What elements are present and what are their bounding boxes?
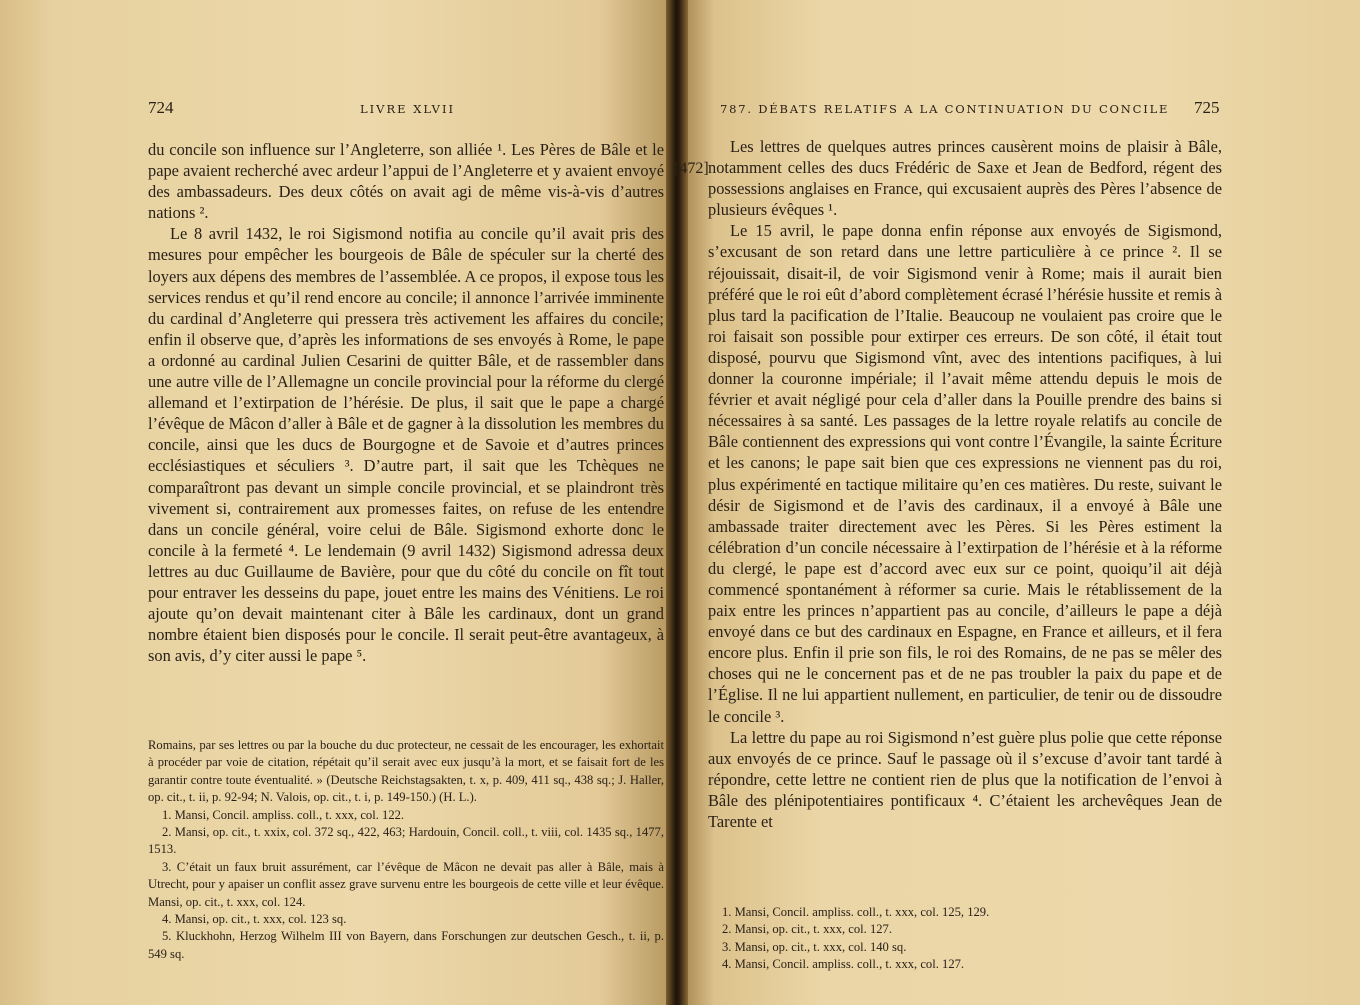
left-footnote-1: 1. Mansi, Concil. ampliss. coll., t. xxx, col. 122.	[162, 807, 405, 822]
right-footnotes	[708, 904, 1222, 974]
right-footnote-4: 4. Mansi, Concil. ampliss. coll., t. xxx, col. 127.	[722, 957, 965, 972]
left-paragraph-2: Le 8 avril 1432, le roi Sigismond notifia au concile qu’il avait pris des mesures pour empêcher les bourgeois de Bâle de spéculer sur la cherté des loyers aux dépens des membres de l’assemblée. A ce propos, il expose tous les services rendus et qu’il rend encore au concile; il annonce l’arrivée imminente du cardinal d’Angleterre qui pressera très activement les affaires du concile; enfin il observe que, d’après les informations de ses envoyés à Rome, le pape a ordonné au cardinal Julien Cesarini de quitter Bâle, et de rassembler dans une autre ville de l’Allemagne un concile provincial pour la réforme du clergé allemand et l’extirpation de l’hérésie. De plus, il sait que le pape a chargé l’évêque de Mâcon d’aller à Bâle et de gagner à la dissolution les membres du concile, ainsi que les ducs de Bourgogne et de Savoie et d’autres princes ecclésiastiques et séculiers ³. D’autre part, il sait que les Tchèques ne comparaîtront pas devant un simple concile provincial, et se plaindront très vivement si, contrairement aux promesses faites, on refuse de les entendre dans un concile général, voire celui de Bâle. Sigismond exhorte donc le concile à la fermeté ⁴. Le lendemain (9 avril 1432) Sigismond adressa deux lettres au duc Guillaume de Bavière, pour que du côté du concile on fît tout pour entraver les desseins du pape, jouet entre les mains des Vénitiens. Le roi ajoute qu’on devait maintenant citer à Bâle les cardinaux, dont un grand nombre étaient bien disposés pour le concile. Il serait peut-être avantageux, à son avis, d’y citer aussi le pape ⁵.	[148, 224, 664, 666]
right-footnote-3: 3. Mansi, op. cit., t. xxx, col. 140 sq.	[722, 939, 907, 954]
margin-reference: [472]	[674, 160, 709, 177]
right-paragraph-1: Les lettres de quelques autres princes causèrent moins de plaisir à Bâle, notamment celles des ducs Frédéric de Saxe et Jean de Bedford, régent des possessions anglaises en France, qui excusaient auprès des Pères l’absence de plusieurs évêques ¹.	[708, 137, 1222, 220]
left-footnote-4: 4. Mansi, op. cit., t. xxx, col. 123 sq.	[162, 912, 347, 927]
right-body-text	[708, 136, 1222, 832]
right-page	[674, 0, 1360, 1005]
left-footnote-3: 3. C’était un faux bruit assurément, car l’évêque de Mâcon ne devait pas aller à Bâle, mais à Utrecht, pour y apaiser un conflit assez grave survenu entre les bourgeois de cette ville et leur évêque. Mansi, op. cit., t. xxx, col. 124.	[148, 859, 664, 909]
right-footnote-1: 1. Mansi, Concil. ampliss. coll., t. xxx, col. 125, 129.	[722, 905, 990, 919]
left-footnote-5: 5. Kluckhohn, Herzog Wilhelm III von Bayern, dans Forschungen zur deutschen Gesch., t. ii, p. 549 sq.	[148, 929, 664, 961]
book-gutter	[666, 0, 688, 1005]
left-body-text	[148, 139, 664, 666]
left-footnotes	[148, 737, 664, 963]
left-paragraph-1: du concile son influence sur l’Angleterre, son alliée ¹. Les Pères de Bâle et le pape avaient recherché avec ardeur l’appui de l’Angleterre et y avaient envoyé des ambassadeurs. Des deux côtés on avait agi de même vis-à-vis d’autres nations ².	[148, 140, 664, 223]
right-page-number: 725	[1194, 98, 1220, 117]
left-page	[0, 0, 666, 1005]
right-running-head: 787. DÉBATS RELATIFS A LA CONTINUATION DU CONCILE	[720, 102, 1170, 116]
left-running-head: LIVRE XLVII	[360, 102, 456, 116]
left-footnote-2: 2. Mansi, op. cit., t. xxix, col. 372 sq., 422, 463; Hardouin, Concil. coll., t. viii, col. 1435 sq., 1477, 1513.	[148, 825, 664, 857]
right-footnote-2: 2. Mansi, op. cit., t. xxx, col. 127.	[722, 922, 893, 937]
right-paragraph-2: Le 15 avril, le pape donna enfin réponse aux envoyés de Sigismond, s’excusant de son retard dans une lettre particulière à ce prince ². Il se réjouissait, disait-il, de voir Sigismond venir à Rome; mais il aurait bien préféré que le roi eût d’abord complètement écrasé l’hérésie hussite et remis à plus tard la pacification de l’Italie. Beaucoup ne voulaient pas croire que le roi faisait son possible pour extirper ces erreurs. De son côté, il était tout disposé, pourvu que Sigismond vînt, avec des intentions pacifiques, à lui donner la couronne impériale; il l’avait même attendu depuis le mois de février et avait négligé pour cela d’aller dans la Pouille prendre des bains si nécessaires à sa santé. Les passages de la lettre royale relatifs au concile de Bâle contiennent des expressions qui vont contre l’Évangile, la sainte Écriture et les canons; le pape sait bien que ces expressions ne viennent pas du roi, plus expérimenté en tactique militaire qu’en ces matières. Du reste, suivant le désir de Sigismond et de l’avis des cardinaux, il a envoyé à Bâle une ambassade traiter directement avec les Pères. Si les Pères estiment la célébration d’un concile nécessaire à l’extirpation de l’hérésie et à la réforme du clergé, le pape est d’accord avec eux sur ce point, quoiqu’il ait déjà commencé spontanément à réformer sa curie. Mais le rétablissement de la paix entre les princes n’appartient pas au concile, d’ailleurs le pape a déjà envoyé dans ce but des cardinaux en Espagne, en France et ailleurs, et il fera encore plus. Enfin il prie son fils, le roi des Romains, de ne pas se mêler des choses qui ne le concernent pas et de ne pas troubler la paix du pape et de l’Église. Il ne lui appartient nullement, en particulier, de tenir ou de dissoudre le concile ³.	[708, 221, 1222, 726]
right-paragraph-3: La lettre du pape au roi Sigismond n’est guère plus polie que cette réponse aux envoyés de ce prince. Sauf le passage où il s’excuse d’avoir tant tardé à répondre, cette lettre ne contient rien de plus que la notification de l’envoi à Bâle des plénipotentiaires pontificaux ⁴. C’étaient les archevêques Jean de Tarente et	[708, 727, 1222, 831]
left-page-number: 724	[148, 98, 174, 117]
left-footnote-continuation: Romains, par ses lettres ou par la bouche du duc protecteur, ne cessait de les encourager, les exhortait à procéder par voie de citation, répétait qu’il serait avec eux jusqu’à la mort, et se faisait fort de les garantir contre toute éventualité. » (Deutsche Reichstagsakten, t. x, p. 409, 411 sq., 438 sq.; J. Haller, op. cit., t. ii, p. 92-94; N. Valois, op. cit., t. i, p. 149-150.) (H. L.).	[148, 738, 664, 805]
